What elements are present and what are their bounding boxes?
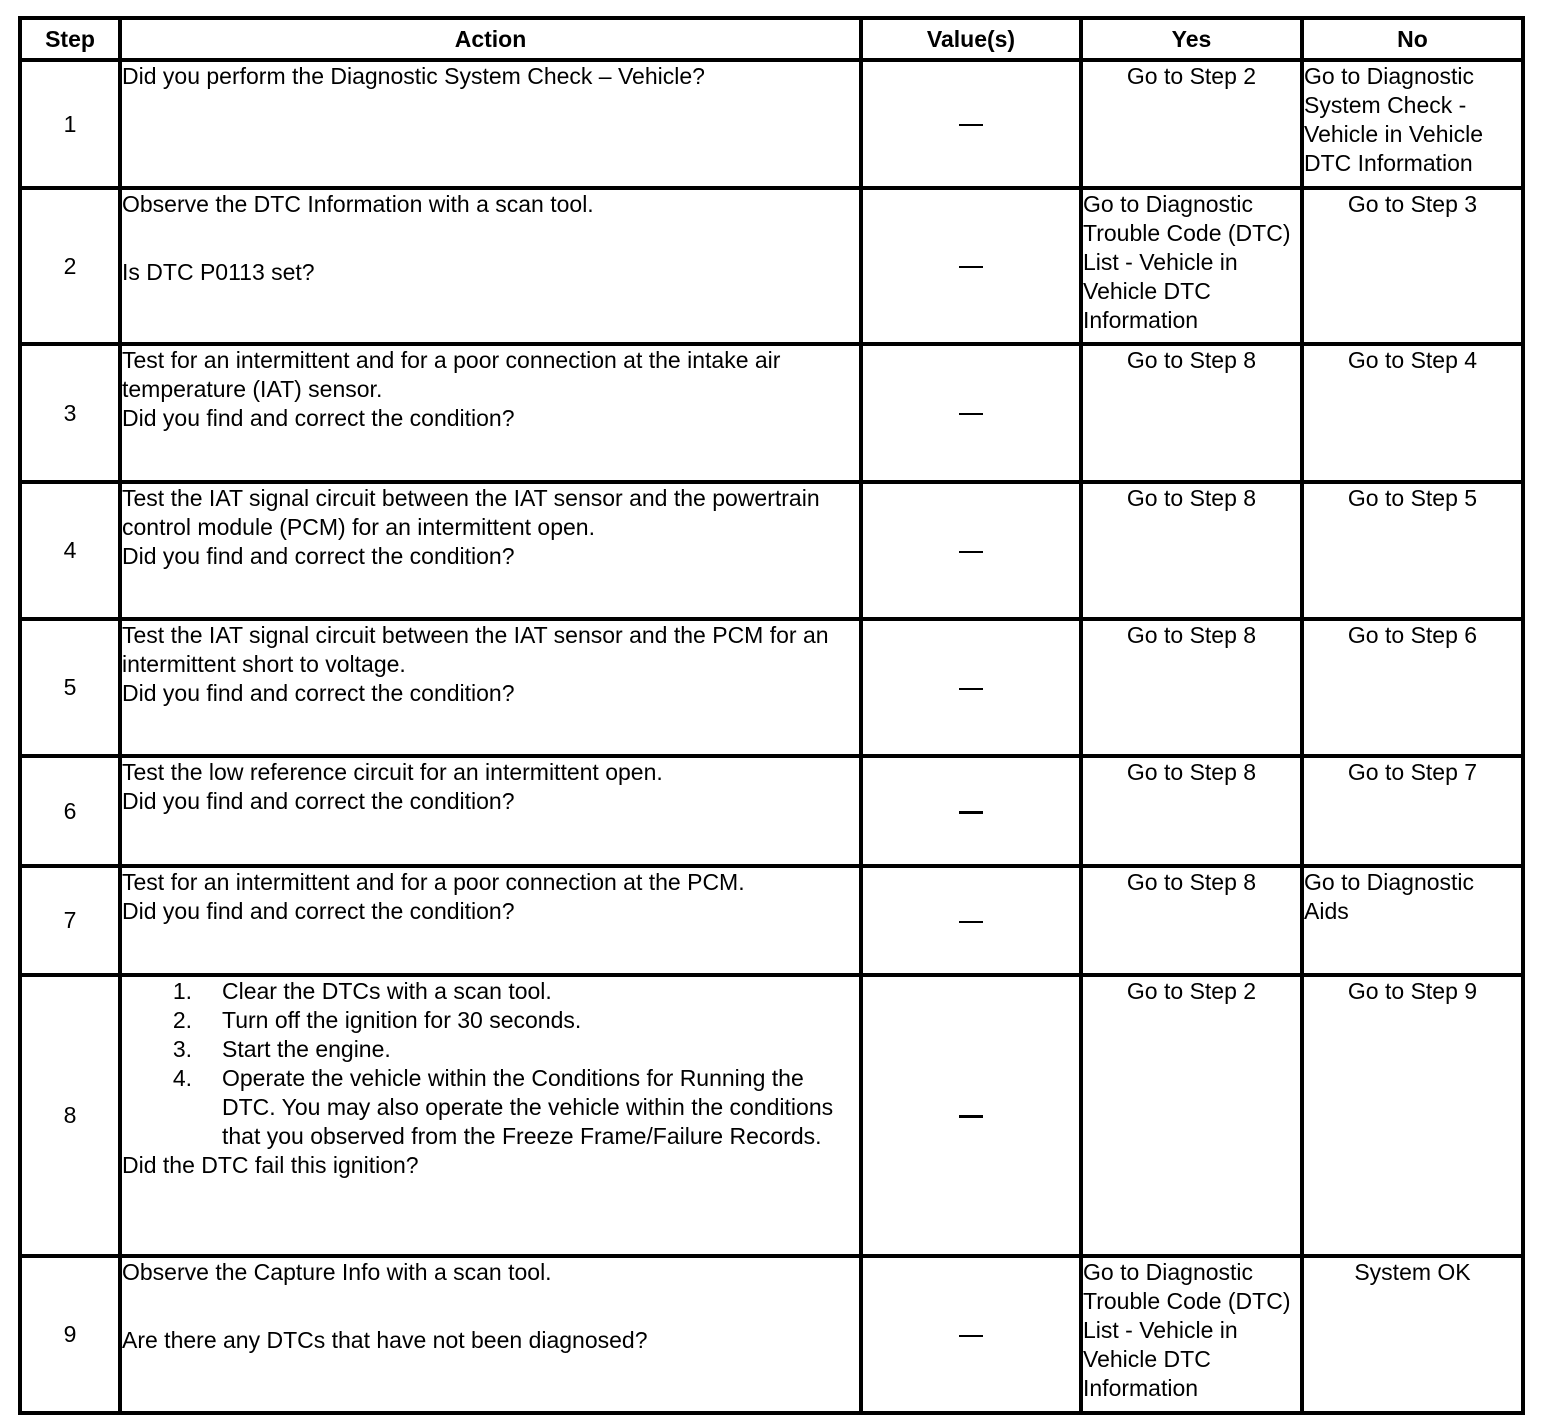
action-text: Test the IAT signal circuit between the IAT sensor and the powertrain control module (PCM) for an intermittent open.: [122, 485, 820, 540]
no-cell: [1302, 1256, 1523, 1413]
header-step: Step: [20, 18, 120, 60]
list-item: 1. Clear the DTCs with a scan tool.: [172, 978, 552, 1004]
action-text: Test for an intermittent and for a poor connection at the PCM.: [122, 869, 745, 895]
value-dash: [959, 688, 983, 690]
no-link[interactable]: Go to Step 7: [1347, 759, 1478, 785]
header-action: Action: [120, 18, 861, 60]
step-number: 2: [20, 188, 120, 344]
no-cell: [1302, 866, 1523, 975]
no-link[interactable]: Go to Step 5: [1347, 485, 1478, 511]
yes-link[interactable]: Go to Step 8: [1126, 759, 1257, 785]
value-cell: [861, 619, 1081, 756]
value-cell: [861, 344, 1081, 482]
action-cell: [120, 619, 861, 756]
action-procedure-list: [122, 977, 859, 1151]
value-cell: [861, 975, 1081, 1256]
value-cell: [861, 60, 1081, 188]
action-question: Is DTC P0113 set?: [122, 259, 315, 285]
value-dash: [959, 413, 983, 415]
yes-link[interactable]: Go to Step 8: [1126, 347, 1257, 373]
yes-cell: [1081, 619, 1302, 756]
table-row: [20, 756, 1523, 866]
value-cell: [861, 1256, 1081, 1413]
step-number: 5: [20, 619, 120, 756]
no-cell: [1302, 344, 1523, 482]
diagnostic-table: [18, 16, 1525, 1415]
yes-cell: [1081, 1256, 1302, 1413]
no-cell: [1302, 60, 1523, 188]
action-question: Did you find and correct the condition?: [122, 405, 515, 431]
no-cell: [1302, 482, 1523, 619]
step-number: 6: [20, 756, 120, 866]
step-number: 7: [20, 866, 120, 975]
table-row: [20, 482, 1523, 619]
action-text: Observe the DTC Information with a scan tool.: [122, 191, 594, 217]
yes-link[interactable]: Go to Step 8: [1126, 869, 1257, 895]
value-dash: [959, 266, 983, 268]
action-text: Test the low reference circuit for an intermittent open.: [122, 759, 663, 785]
no-cell: [1302, 188, 1523, 344]
list-item: 3. Start the engine.: [172, 1036, 391, 1062]
yes-link[interactable]: Go to Step 2: [1126, 978, 1257, 1004]
action-cell: [120, 344, 861, 482]
table-row: [20, 619, 1523, 756]
value-dash: [959, 124, 983, 126]
step-number: 3: [20, 344, 120, 482]
table-row: [20, 1256, 1523, 1413]
step-number: 1: [20, 60, 120, 188]
value-cell: [861, 482, 1081, 619]
yes-cell: [1081, 866, 1302, 975]
action-cell: [120, 975, 861, 1256]
header-yes: Yes: [1081, 18, 1302, 60]
table-row: [20, 866, 1523, 975]
no-link[interactable]: System OK: [1354, 1259, 1471, 1285]
step-number: 9: [20, 1256, 120, 1413]
step-number: 8: [20, 975, 120, 1256]
action-question: Did you find and correct the condition?: [122, 788, 515, 814]
no-link[interactable]: Go to Step 4: [1347, 347, 1478, 373]
action-question: Did the DTC fail this ignition?: [122, 1152, 419, 1178]
action-text: Test the IAT signal circuit between the IAT sensor and the PCM for an intermittent short to voltage.: [122, 622, 829, 677]
yes-link[interactable]: Go to Diagnostic Trouble Code (DTC) List - Vehicle in Vehicle DTC Information: [1083, 1259, 1291, 1401]
yes-link[interactable]: Go to Step 8: [1126, 485, 1257, 511]
yes-cell: [1081, 60, 1302, 188]
no-cell: [1302, 619, 1523, 756]
yes-link[interactable]: Go to Diagnostic Trouble Code (DTC) List - Vehicle in Vehicle DTC Information: [1083, 191, 1291, 333]
action-cell: [120, 1256, 861, 1413]
header-row: [20, 18, 1523, 60]
no-link[interactable]: Go to Step 3: [1347, 191, 1478, 217]
action-text: Test for an intermittent and for a poor connection at the intake air temperature (IAT) sensor.: [122, 347, 781, 402]
action-cell: [120, 188, 861, 344]
no-link[interactable]: Go to Step 6: [1347, 622, 1478, 648]
step-number: 4: [20, 482, 120, 619]
table-row: [20, 975, 1523, 1256]
no-link[interactable]: Go to Step 9: [1347, 978, 1478, 1004]
value-cell: [861, 188, 1081, 344]
action-cell: [120, 756, 861, 866]
yes-cell: [1081, 188, 1302, 344]
action-text: Observe the Capture Info with a scan tool.: [122, 1259, 552, 1285]
table-row: [20, 188, 1523, 344]
action-question: Did you find and correct the condition?: [122, 898, 515, 924]
yes-link[interactable]: Go to Step 8: [1126, 622, 1257, 648]
value-dash: [959, 1115, 983, 1118]
action-cell: [120, 60, 861, 188]
table-row: [20, 344, 1523, 482]
action-cell: [120, 482, 861, 619]
list-item: 4. Operate the vehicle within the Conditions for Running the DTC. You may also operate the vehicle within the conditions that you observed from the Freeze Frame/Failure Records.: [172, 1065, 834, 1149]
value-cell: [861, 756, 1081, 866]
value-dash: [959, 811, 983, 814]
table-row: [20, 60, 1523, 188]
yes-cell: [1081, 756, 1302, 866]
yes-cell: [1081, 482, 1302, 619]
yes-cell: [1081, 975, 1302, 1256]
action-question: Did you find and correct the condition?: [122, 543, 515, 569]
yes-cell: [1081, 344, 1302, 482]
action-text: Did you perform the Diagnostic System Check – Vehicle?: [122, 63, 705, 89]
list-item: 2. Turn off the ignition for 30 seconds.: [172, 1007, 582, 1033]
no-link[interactable]: Go to Diagnostic Aids: [1304, 869, 1475, 924]
value-cell: [861, 866, 1081, 975]
value-dash: [959, 921, 983, 923]
action-question: Did you find and correct the condition?: [122, 680, 515, 706]
value-dash: [959, 551, 983, 553]
action-question: Are there any DTCs that have not been diagnosed?: [122, 1327, 648, 1353]
no-cell: [1302, 975, 1523, 1256]
no-cell: [1302, 756, 1523, 866]
no-link[interactable]: Go to Diagnostic System Check - Vehicle in Vehicle DTC Information: [1304, 63, 1484, 176]
value-dash: [959, 1335, 983, 1337]
header-values: Value(s): [861, 18, 1081, 60]
action-cell: [120, 866, 861, 975]
header-no: No: [1302, 18, 1523, 60]
yes-link[interactable]: Go to Step 2: [1126, 63, 1257, 89]
